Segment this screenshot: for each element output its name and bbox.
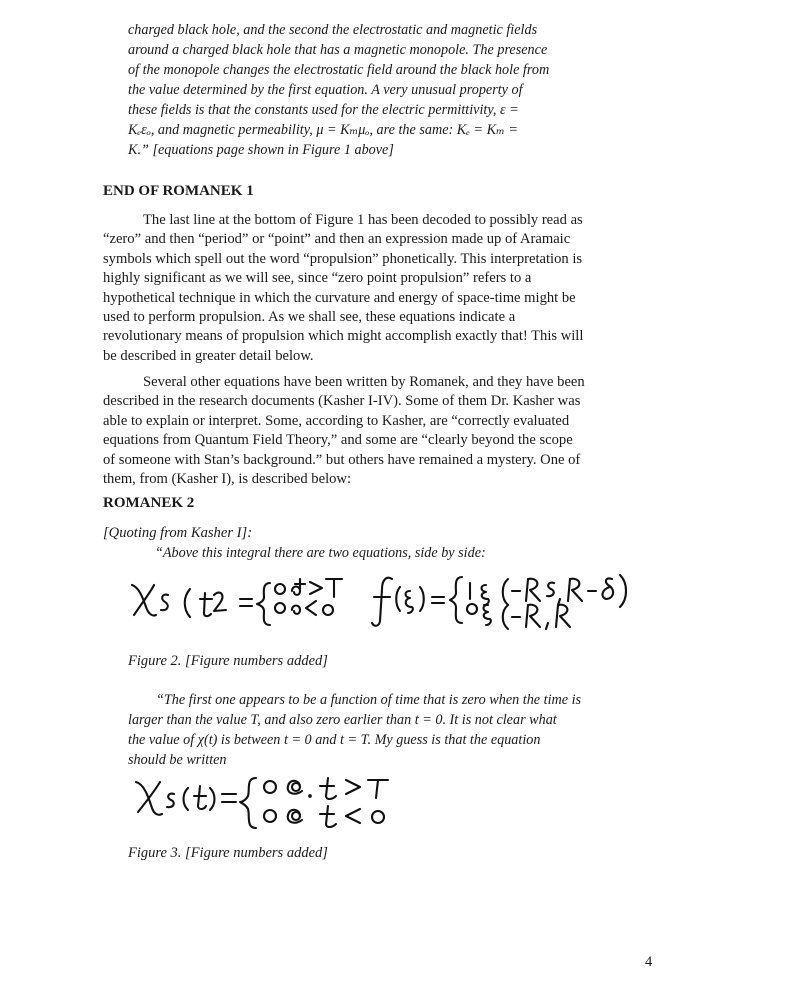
quote-line: K.” [equations page shown in Figure 1 above] <box>128 142 394 158</box>
quote-paragraph <box>128 690 658 770</box>
quote-line: charged black hole, and the second the electrostatic and magnetic fields <box>128 22 538 38</box>
handwritten-equation-figure2-right <box>370 565 660 645</box>
paragraph-line: equations from Quantum Field Theory,” and some are “clearly beyond the scope <box>103 432 573 449</box>
paragraph-line: able to explain or interpret. Some, according to Kasher, are “correctly evaluated <box>103 412 570 429</box>
paragraph-line: be described in greater detail below. <box>103 347 314 364</box>
section-heading-romanek-2: ROMANEK 2 <box>103 495 195 511</box>
paragraph-line: described in the research documents (Kasher I-IV). Some of them Dr. Kasher was <box>103 393 581 410</box>
quote-line: of the monopole changes the electrostatic field around the black hole from <box>128 62 550 78</box>
quote-line: should be written <box>128 752 227 768</box>
quote-line: the value determined by the first equation. A very unusual property of <box>128 82 523 98</box>
paragraph <box>103 211 658 366</box>
handwritten-equation-figure3 <box>132 772 432 842</box>
quote-line: Kₑεₒ, and magnetic permeability, μ = Kₘμₒ, are the same: Kₑ = Kₘ = <box>128 122 518 138</box>
figure2-caption: Figure 2. [Figure numbers added] <box>128 653 328 669</box>
figure3-caption: Figure 3. [Figure numbers added] <box>128 845 328 861</box>
paragraph-line: them, from (Kasher I), is described below: <box>103 471 352 488</box>
quoting-label: [Quoting from Kasher I]: <box>103 525 253 541</box>
quote-intro: “Above this integral there are two equations, side by side: <box>155 545 486 561</box>
paragraph-line: “zero” and then “period” or “point” and then an expression made up of Aramaic <box>103 231 571 248</box>
quote-line: these fields is that the constants used for the electric permittivity, ε = <box>128 102 519 118</box>
quote-line: the value of χ(t) is between t = 0 and t = T. My guess is that the equation <box>128 732 541 748</box>
paragraph <box>103 373 658 489</box>
paragraph-line: hypothetical technique in which the curvature and energy of space-time might be <box>103 289 576 306</box>
paragraph-line: used to perform propulsion. As we shall see, these equations indicate a <box>103 309 516 326</box>
paragraph-line: Several other equations have been written by Romanek, and they have been <box>143 374 585 390</box>
quote-line: “The first one appears to be a function of time that is zero when the time is <box>156 692 582 708</box>
section-heading-end-romanek-1: END OF ROMANEK 1 <box>103 183 254 199</box>
opening-quote <box>128 20 658 160</box>
quote-line: larger than the value T, and also zero earlier than t = 0. It is not clear what <box>128 712 557 728</box>
page-number: 4 <box>645 954 653 970</box>
paragraph-line: of someone with Stan’s background.” but others have remained a mystery. One of <box>103 451 581 468</box>
quote-line: around a charged black hole that has a magnetic monopole. The presence <box>128 42 548 58</box>
paragraph-line: revolutionary means of propulsion which might accomplish exactly that! This will <box>103 328 584 345</box>
paragraph-line: symbols which spell out the word “propulsion” phonetically. This interpretation is <box>103 250 583 267</box>
handwritten-equation-figure2-left <box>128 565 363 645</box>
paragraph-line: highly significant as we will see, since “zero point propulsion” refers to a <box>103 270 532 287</box>
paragraph-line: The last line at the bottom of Figure 1 has been decoded to possibly read as <box>143 212 583 228</box>
